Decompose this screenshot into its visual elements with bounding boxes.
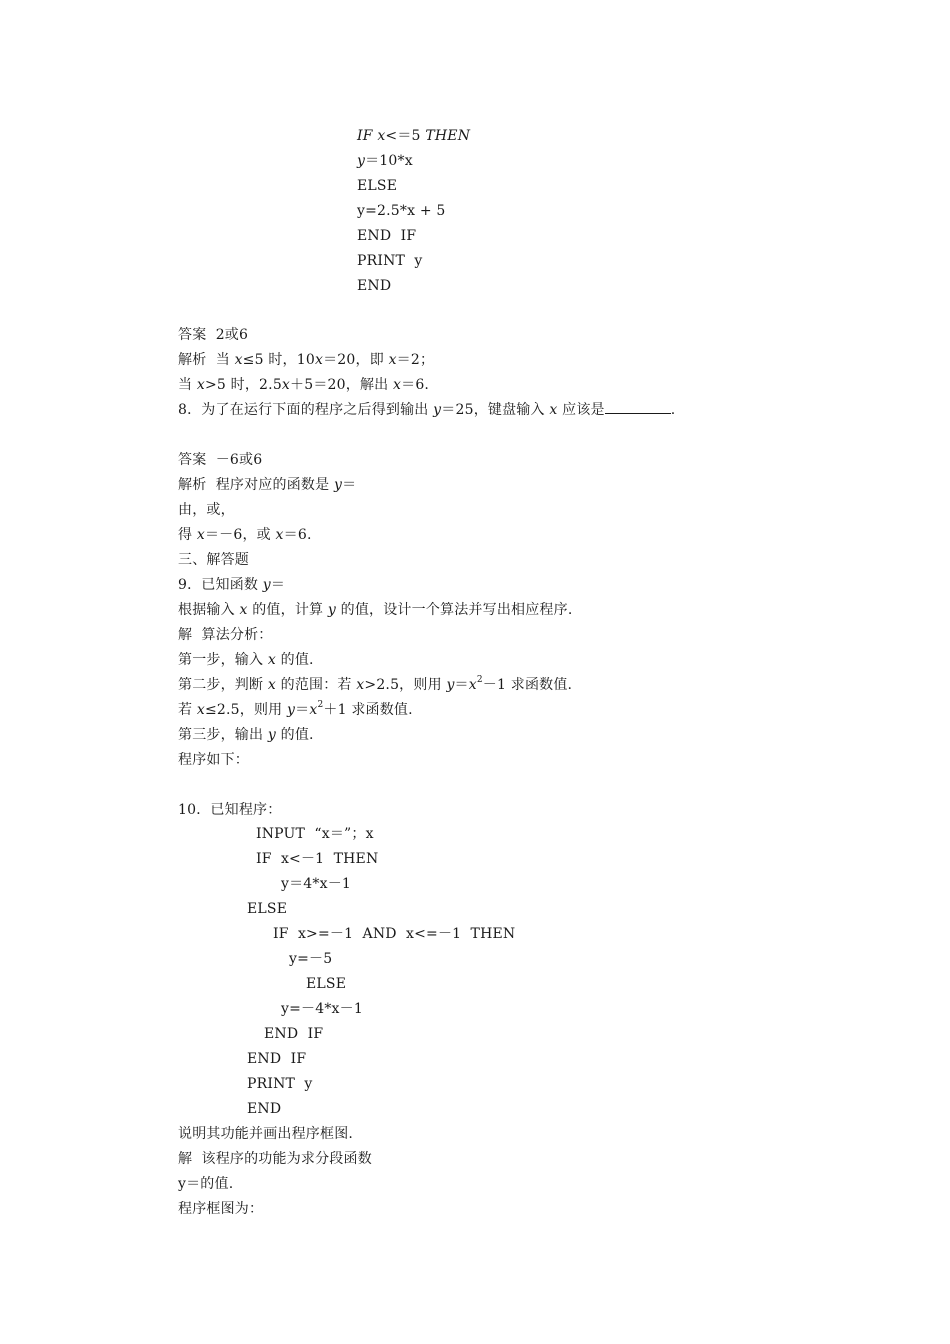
- q10-code-line4: ELSE: [247, 901, 288, 917]
- q7-answer: 答案 2或6: [178, 327, 249, 343]
- code1-y: y: [357, 153, 366, 169]
- q8-analysis: 解析 程序对应的函数是 y＝: [178, 477, 357, 493]
- q10-solution: 解 该程序的功能为求分段函数: [178, 1151, 372, 1167]
- q10-code-line12: END: [247, 1101, 282, 1117]
- code1-line1: [357, 126, 470, 146]
- q10-code-line5: IF x>=－1 AND x<=－1 THEN: [273, 926, 516, 942]
- section-heading: 三、解答题: [178, 552, 249, 568]
- q10-code-line8: y=－4*x－1: [281, 1001, 363, 1017]
- q10-code-line1: INPUT “x＝”；x: [256, 826, 374, 842]
- q10-code-line3: y＝4*x－1: [281, 876, 352, 892]
- code1-line6: PRINT y: [357, 253, 423, 269]
- code1-line3: ELSE: [357, 178, 398, 194]
- code1-x: x: [377, 128, 386, 144]
- q9-stem: 9．已知函数 y＝: [178, 577, 286, 593]
- q9-step3: 第三步，输出 y 的值.: [178, 727, 314, 743]
- q8-answer: 答案 －6或6: [178, 452, 263, 468]
- q10-stem: 10．已知程序：: [178, 802, 282, 818]
- q10-code-line11: PRINT y: [247, 1076, 313, 1092]
- q9-solution: 解 算法分析：: [178, 627, 273, 643]
- code1-then: THEN: [425, 128, 471, 144]
- code1-cond: <＝5: [385, 128, 421, 144]
- answer-blank: [605, 401, 671, 414]
- q8-analysis-line3: 得 x＝－6，或 x＝6.: [178, 527, 312, 543]
- q8-stem: 8．为了在运行下面的程序之后得到输出 y＝25，键盘输入 x 应该是 .: [178, 402, 676, 418]
- q10-ask: 说明其功能并画出程序框图.: [178, 1126, 354, 1142]
- code1-assign: ＝10*x: [365, 153, 413, 169]
- q7-analysis-line2: 当 x>5 时，2.5x＋5＝20，解出 x＝6.: [178, 377, 430, 393]
- q7-analysis: 解析 当 x≤5 时，10x＝20，即 x＝2；: [178, 352, 435, 368]
- q10-code-line9: END IF: [264, 1026, 324, 1042]
- q10-code-line7: ELSE: [306, 976, 347, 992]
- code1-line5: END IF: [357, 228, 417, 244]
- q9-program-label: 程序如下：: [178, 752, 249, 768]
- q9-step2: 第二步，判断 x 的范围：若 x>2.5，则用 $y=x^2-1$ 求函数值.: [178, 675, 573, 693]
- code1-line4: y=2.5*x + 5: [357, 203, 446, 219]
- q10-code-line10: END IF: [247, 1051, 307, 1067]
- q8-analysis-line2: 由，或，: [178, 502, 235, 518]
- q10-solution-line2: y＝的值.: [178, 1176, 234, 1192]
- code1-line2: [357, 151, 413, 171]
- q9-step2-cont: 若 x≤2.5，则用 $y=x^2+1$ 求函数值.: [178, 700, 413, 718]
- q10-code-line2: IF x<－1 THEN: [256, 851, 379, 867]
- code1-line7: END: [357, 278, 392, 294]
- q10-code-line6: y=－5: [289, 951, 333, 967]
- q10-flowchart-label: 程序框图为：: [178, 1201, 264, 1217]
- q9-step1: 第一步，输入 x 的值.: [178, 652, 314, 668]
- q9-stem-line2: 根据输入 x 的值，计算 y 的值，设计一个算法并写出相应程序.: [178, 602, 573, 618]
- code1-if: IF: [357, 128, 373, 144]
